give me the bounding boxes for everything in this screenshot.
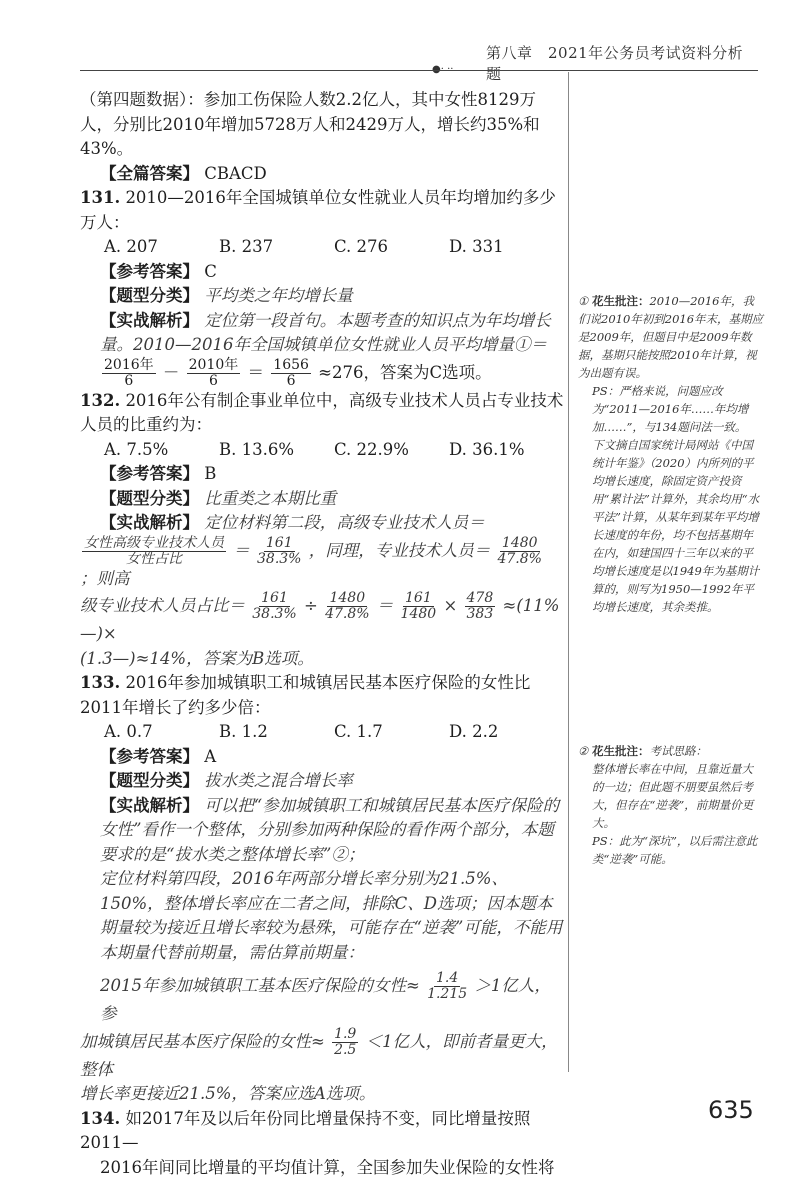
note-text: 整体增长率在中间，且靠近量大的一边；但此题不朋要虽然后考大，但存在“逆袭”，前期量价更大。 <box>578 760 764 832</box>
question-number: 131. <box>80 188 120 207</box>
type-line-131 <box>80 284 564 309</box>
answer-value: C <box>204 262 217 281</box>
operator: × <box>443 596 457 615</box>
explanation-text: 2015年参加城镇职工基本医疗保险的女性≈ <box>100 976 420 995</box>
fraction: $\frac{161}{38.3\%}$ <box>257 536 301 567</box>
note-text: 下文摘自国家统计局网站《中国统计年鉴》（2020）内所列的平均增长速度，除固定资产投资用“累计法”计算外，其余均用“水平法”计算，从某年到某年平均增长速度的年份，均不包括基期年在内，如建国四十三年以来的平均增长速度是以1949年为基期计算的，则写为1950—1992年平均增长速度，其余类推。 <box>578 436 764 616</box>
option-c: C. 22.9% <box>334 438 449 463</box>
answer-value: A <box>204 747 216 766</box>
running-header: 第八章 2021年公务员考试资料分析题 <box>486 42 756 84</box>
option-d: D. 2.2 <box>449 720 564 745</box>
option-c: C. 1.7 <box>334 720 449 745</box>
option-d: D. 36.1% <box>449 438 564 463</box>
fraction: $\frac{1.4}{1.215}$ <box>427 971 467 1002</box>
note-text: 考试思路： <box>649 744 707 758</box>
explanation-text: 定位材料第四段，2016年两部分增长率分别为21.5%、150%，整体增长率应在二者之间，排除C、D选项；因本题本期量较为接近且增长率较为悬殊，可能存在“逆袭”可能，不能用本期量代替前期量，需估算前期量： <box>80 867 564 965</box>
explanation-text: ≈276，答案为C选项。 <box>318 363 491 382</box>
note-text: PS：此为“深坑”，以后需注意此类“逆袭”可能。 <box>578 832 764 868</box>
intro-paragraph: （第四题数据）：参加工伤保险人数2.2亿人，其中女性8129万人，分别比2010年增加5728万人和2429万人，增长约35%和43%。 <box>80 88 564 162</box>
fraction: $\frac{1480}{47.8\%}$ <box>497 536 541 567</box>
answer-line-133 <box>80 745 564 770</box>
question-number: 132. <box>80 391 120 410</box>
type-line-132 <box>80 487 564 512</box>
option-b: B. 1.2 <box>219 720 334 745</box>
operator: － <box>163 363 180 382</box>
option-a: A. 7.5% <box>104 438 219 463</box>
margin-note-1 <box>578 292 764 616</box>
note-marker: ① <box>578 294 588 308</box>
explanation-131 <box>80 309 564 389</box>
explanation-text: 定位材料第二段，高级专业技术人员＝ <box>204 513 485 532</box>
explanation-text: 定位第一段首句。本题考查的知识点为年均增长量。2010—2016年全国城镇单位女性就业人员平均增量①＝ <box>100 311 551 355</box>
explanation-text: ，同理，专业技术人员＝ <box>309 541 491 560</box>
note-marker: ② <box>578 744 588 758</box>
explanation-text: 级专业技术人员占比＝ <box>80 596 245 615</box>
note-label: 花生批注： <box>592 294 650 308</box>
explanation-text: 加城镇居民基本医疗保险的女性≈ <box>80 1032 325 1051</box>
header-rule <box>80 70 758 71</box>
question-text: 如2017年及以后年份同比增量保持不变，同比增量按照2011— <box>80 1109 530 1153</box>
header-dots: ●· ·· <box>432 64 453 75</box>
explanation-formula-line <box>80 971 564 1027</box>
question-132 <box>80 389 564 438</box>
all-answers-value: CBACD <box>204 164 267 183</box>
note-text: PS：严格来说，问题应改为“2011—2016年……年均增加……”，与134题问法一致。 <box>578 382 764 436</box>
operator: ＝ <box>233 541 250 560</box>
explanation-text: ＜1亿人，即前者量更大，整体 <box>80 1032 558 1079</box>
all-answers-line <box>80 162 564 187</box>
explanation-text: 可以把“参加城镇职工和城镇居民基本医疗保险的女性”看作一个整体，分别参加两种保险的看作两个部分，本题要求的是“拔水类之整体增长率”②； <box>100 796 559 864</box>
column-divider <box>568 72 569 1072</box>
margin-note-2 <box>578 742 764 868</box>
type-label: 【题型分类】 <box>100 489 199 508</box>
type-value: 平均类之年均增长量 <box>204 286 353 305</box>
options-132 <box>80 438 564 463</box>
page-number: 635 <box>708 1096 754 1124</box>
option-a: A. 207 <box>104 235 219 260</box>
main-column <box>80 88 564 1180</box>
explanation-text: ≈(11%—)× <box>80 596 559 643</box>
answer-line-131 <box>80 260 564 285</box>
question-text: 2016年间同比增量的平均值计算，全国参加失业保险的女性将 <box>80 1156 564 1180</box>
explanation-text: ；则高 <box>80 569 130 588</box>
all-answers-label: 【全篇答案】 <box>100 164 199 183</box>
note-text: 2010—2016年，我们说2010年初到2016年末，基期应是2009年，但题目中是2009年数据，基期只能按照2010年计算，视为出题有误。 <box>578 294 763 380</box>
explanation-133 <box>80 794 564 868</box>
type-line-133 <box>80 769 564 794</box>
fraction: $\frac{478}{383}$ <box>465 591 496 622</box>
operator: ＝ <box>248 363 265 382</box>
question-text: 2016年公有制企事业单位中，高级专业技术人员占专业技术人员的比重约为： <box>80 391 563 435</box>
option-b: B. 237 <box>219 235 334 260</box>
fraction: $\frac{\text{2016年}}{6}$ <box>102 358 156 389</box>
explanation-text: ＞1亿人，参 <box>100 976 551 1023</box>
type-value: 比重类之本期比重 <box>204 489 336 508</box>
options-133 <box>80 720 564 745</box>
note-label: 花生批注： <box>592 744 650 758</box>
answer-label: 【参考答案】 <box>100 747 199 766</box>
answer-value: B <box>204 464 216 483</box>
answer-label: 【参考答案】 <box>100 464 199 483</box>
answer-label: 【参考答案】 <box>100 262 199 281</box>
explanation-132 <box>80 511 564 536</box>
type-label: 【题型分类】 <box>100 286 199 305</box>
options-131 <box>80 235 564 260</box>
fraction: $\frac{1.9}{2.5}$ <box>332 1027 358 1058</box>
explanation-label: 【实战解析】 <box>100 796 199 815</box>
question-text: 2010—2016年全国城镇单位女性就业人员年均增加约多少万人： <box>80 188 556 232</box>
option-c: C. 276 <box>334 235 449 260</box>
answer-line-132 <box>80 462 564 487</box>
operator: ÷ <box>304 596 318 615</box>
explanation-text: (1.3—)≈14%，答案为B选项。 <box>80 647 564 672</box>
question-131 <box>80 186 564 235</box>
question-134 <box>80 1107 564 1156</box>
type-value: 拔水类之混合增长率 <box>204 771 353 790</box>
fraction: $\frac{\text{女性高级专业技术人员}}{\text{女性占比}}$ <box>82 536 226 567</box>
explanation-label: 【实战解析】 <box>100 311 199 330</box>
fraction: $\frac{161}{1480}$ <box>401 591 437 622</box>
operator: ＝ <box>377 596 394 615</box>
explanation-label: 【实战解析】 <box>100 513 199 532</box>
fraction: $\frac{\text{2010年}}{6}$ <box>187 358 241 389</box>
question-133 <box>80 671 564 720</box>
type-label: 【题型分类】 <box>100 771 199 790</box>
question-text: 2016年参加城镇职工和城镇居民基本医疗保险的女性比2011年增长了约多少倍： <box>80 673 530 717</box>
option-b: B. 13.6% <box>219 438 334 463</box>
question-number: 134. <box>80 1109 120 1128</box>
option-a: A. 0.7 <box>104 720 219 745</box>
explanation-formula-line <box>80 536 564 592</box>
explanation-text: 增长率更接近21.5%，答案应选A选项。 <box>80 1082 564 1107</box>
explanation-formula-line <box>80 1027 564 1083</box>
fraction: $\frac{1480}{47.8\%}$ <box>325 591 369 622</box>
question-number: 133. <box>80 673 120 692</box>
explanation-formula-line <box>80 591 564 647</box>
option-d: D. 331 <box>449 235 564 260</box>
fraction: $\frac{161}{38.3\%}$ <box>252 591 296 622</box>
fraction: $\frac{1656}{6}$ <box>271 358 311 389</box>
